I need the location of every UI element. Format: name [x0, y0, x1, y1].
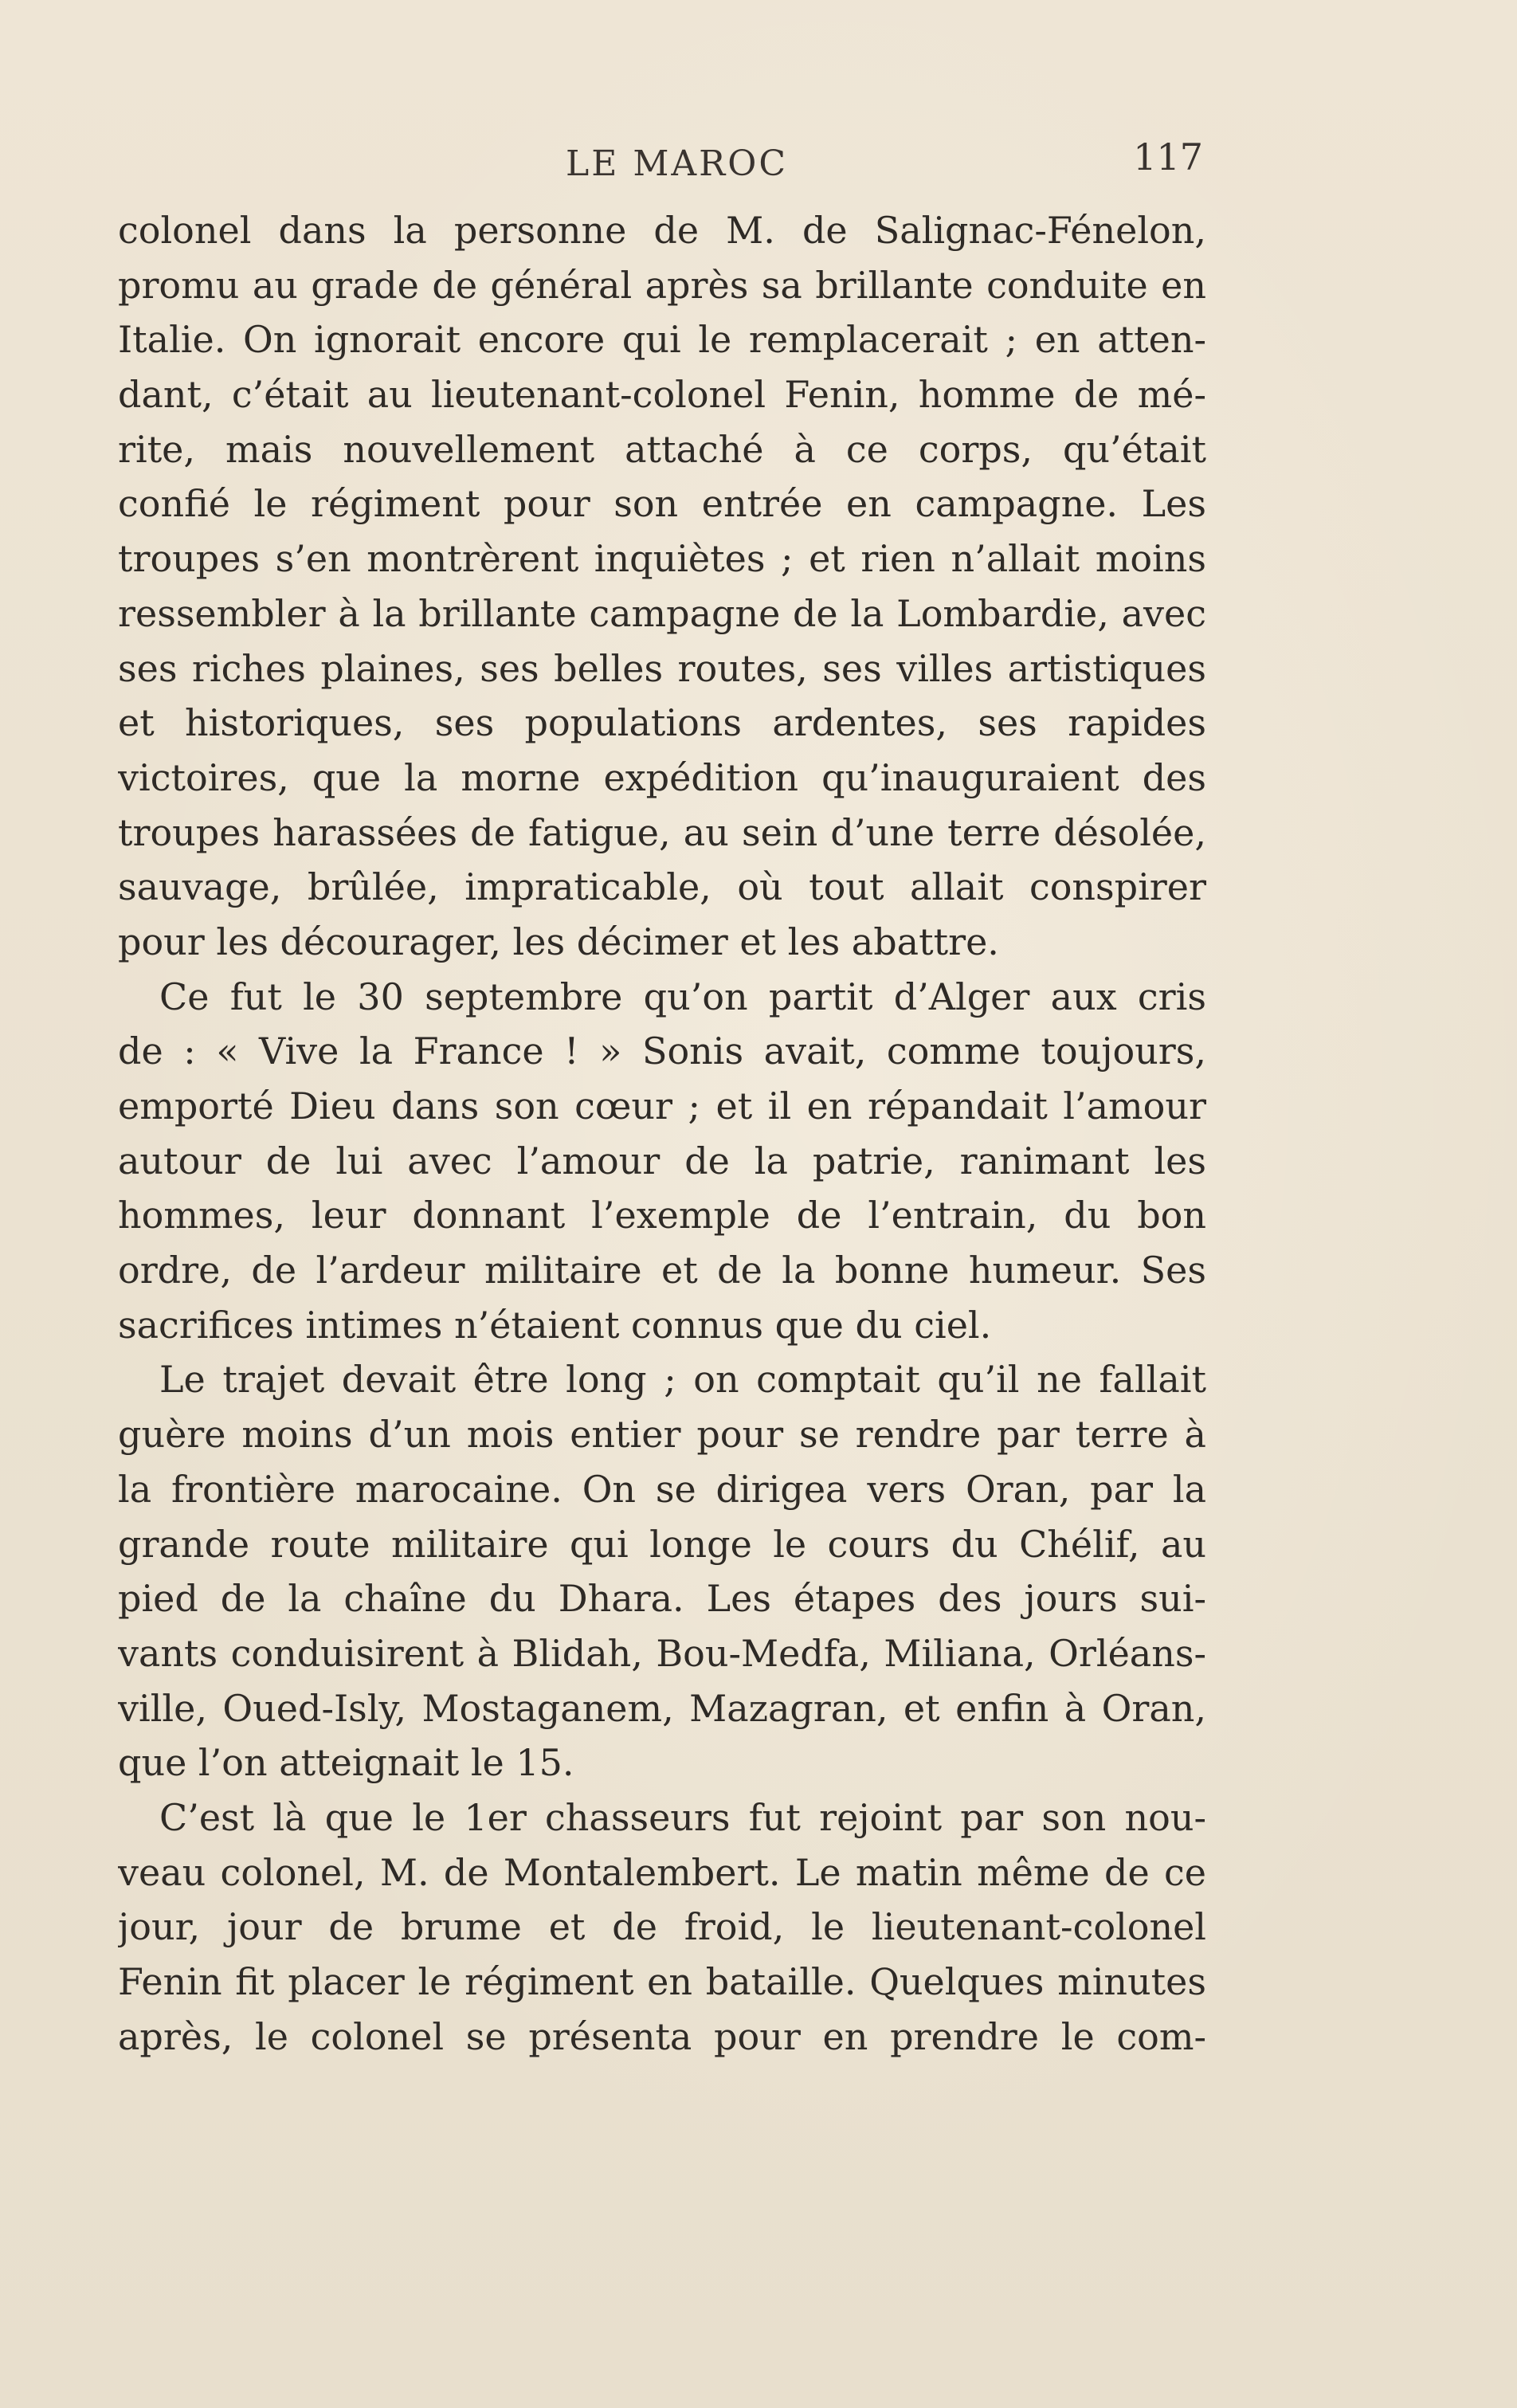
- text-line: rite, mais nouvellement attaché à ce corps, qu’était: [118, 427, 1206, 471]
- text-line: sauvage, brûlée, impraticable, où tout allait conspirer: [118, 865, 1206, 909]
- text-line: colonel dans la personne de M. de Salignac-Fénelon,: [118, 209, 1206, 252]
- text-line: jour, jour de brume et de froid, le lieutenant-colonel: [118, 1905, 1206, 1949]
- text-line: sacrifices intimes n’étaient connus que du ciel.: [118, 1303, 992, 1347]
- text-line: victoires, que la morne expédition qu’inauguraient des: [118, 755, 1206, 799]
- text-line: pied de la chaîne du Dhara. Les étapes des jours sui-: [118, 1577, 1206, 1621]
- text-line: Ce fut le 30 septembre qu’on partit d’Alger aux cris: [159, 975, 1206, 1018]
- text-line: grande route militaire qui longe le cours du Chélif, au: [118, 1522, 1206, 1566]
- text-line: pour les décourager, les décimer et les abattre.: [118, 920, 999, 963]
- text-line: veau colonel, M. de Montalembert. Le matin même de ce: [118, 1850, 1206, 1894]
- page-number: 117: [1133, 135, 1203, 178]
- text-line: après, le colonel se présenta pour en prendre le com-: [118, 2014, 1206, 2058]
- text-line: C’est là que le 1er chasseurs fut rejoint par son nou-: [159, 1795, 1206, 1839]
- text-line: Fenin fit placer le régiment en bataille. Quelques minutes: [118, 1960, 1206, 2003]
- running-head-title: LE MAROC: [566, 143, 789, 184]
- text-line: troupes harassées de fatigue, au sein d’une terre désolée,: [118, 810, 1206, 854]
- text-line: que l’on atteignait le 15.: [118, 1741, 574, 1785]
- text-line: ville, Oued-Isly, Mostaganem, Mazagran, et enfin à Oran,: [118, 1686, 1206, 1730]
- text-line: de : « Vive la France ! » Sonis avait, comme toujours,: [118, 1029, 1206, 1073]
- text-line: la frontière marocaine. On se dirigea vers Oran, par la: [118, 1467, 1206, 1511]
- text-line: promu au grade de général après sa brillante conduite en: [118, 263, 1206, 307]
- text-line: hommes, leur donnant l’exemple de l’entrain, du bon: [118, 1194, 1206, 1237]
- body-text: [118, 203, 1206, 2064]
- text-line: guère moins d’un mois entier pour se rendre par terre à: [118, 1413, 1206, 1457]
- text-line: confié le régiment pour son entrée en campagne. Les: [118, 482, 1206, 526]
- text-line: et historiques, ses populations ardentes, ses rapides: [118, 701, 1206, 745]
- text-line: Italie. On ignorait encore qui le remplacerait ; en atten-: [118, 318, 1206, 362]
- text-line: dant, c’était au lieutenant-colonel Fenin, homme de mé-: [118, 373, 1206, 417]
- text-line: ressembler à la brillante campagne de la Lombardie, avec: [118, 591, 1206, 635]
- text-line: autour de lui avec l’amour de la patrie, ranimant les: [118, 1139, 1206, 1182]
- text-line: troupes s’en montrèrent inquiètes ; et rien n’allait moins: [118, 537, 1206, 581]
- text-line: emporté Dieu dans son cœur ; et il en répandait l’amour: [118, 1084, 1206, 1128]
- text-line: Le trajet devait être long ; on comptait qu’il ne fallait: [159, 1358, 1206, 1402]
- text-line: ordre, de l’ardeur militaire et de la bonne humeur. Ses: [118, 1249, 1206, 1292]
- running-head: [120, 135, 1203, 191]
- text-line: vants conduisirent à Blidah, Bou-Medfa, Miliana, Orléans-: [118, 1631, 1206, 1675]
- text-line: ses riches plaines, ses belles routes, ses villes artistiques: [118, 646, 1206, 690]
